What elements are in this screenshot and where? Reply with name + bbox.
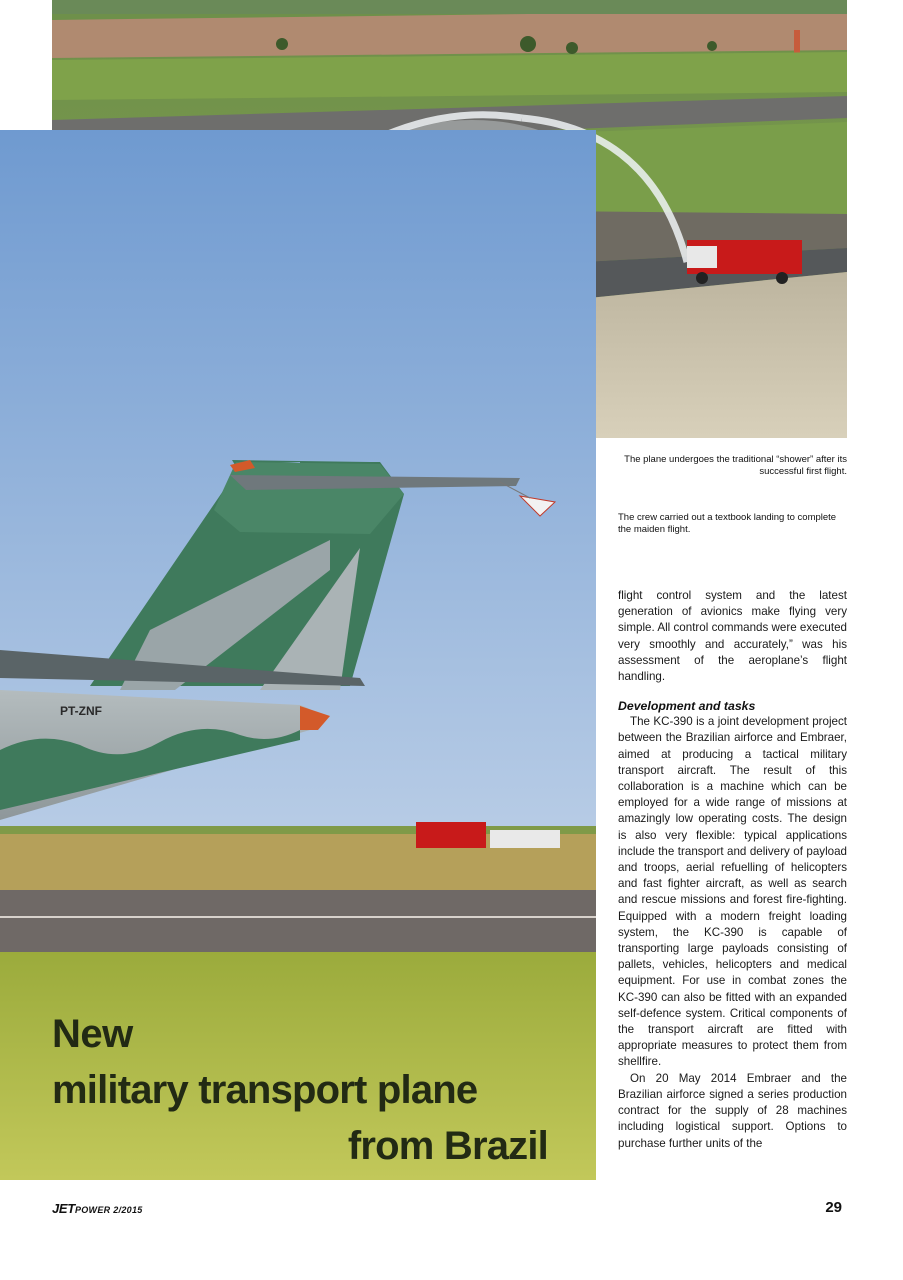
article-column	[618, 588, 847, 1152]
brand-jet: JET	[52, 1201, 75, 1216]
headline-line-1: New	[52, 1012, 133, 1056]
headline-line-3: from Brazil	[347, 1124, 548, 1168]
article-paragraph: On 20 May 2014 Embraer and the Brazilian airforce signed a series production contract for the supply of 28 machines including logistical support. Options to purchase further units of the	[618, 1071, 847, 1150]
headline-line-2: military transport plane	[52, 1068, 478, 1112]
article-paragraph: The KC-390 is a joint development project between the Brazilian airforce and Embraer, aimed at producing a tactical military transport aircraft. The result of this collaboration is a machine which can be employed for a wide range of missions at amazingly low operating costs. The design is also very flexible: typical applications include the transport and delivery of payload and troops, aerial refuelling of helicopters and fast fighter aircraft, as well as search and rescue missions and forest fire-fighting. Equipped with a modern freight loading system, the KC-390 is capable of transporting large payloads consisting of pallets, vehicles, helicopters and medical equipment. For use in combat zones the KC-390 can also be fitted with an expanded self-defence system. Critical components of the transport aircraft are fitted with appropriate measures to protect them from shellfire.	[618, 715, 847, 1069]
caption-shower: The plane undergoes the traditional “shower” after its successful first flight.	[624, 454, 847, 477]
section-heading: Development and tasks	[618, 699, 756, 714]
article-intro-paragraph: flight control system and the latest generation of avionics make flying very simple. All control commands were executed very smoothly and accurately,” was his assessment of the aeroplane’s flight handling.	[618, 589, 847, 684]
magazine-brand	[52, 1201, 143, 1216]
brand-power-issue: POWER 2/2015	[74, 1205, 143, 1215]
page-margin	[0, 0, 52, 130]
page-number: 29	[825, 1199, 842, 1216]
fire-truck-distant	[416, 822, 486, 848]
caption-landing: The crew carried out a textbook landing to complete the maiden flight.	[618, 512, 837, 535]
aircraft-registration: PT-ZNF	[60, 704, 102, 718]
